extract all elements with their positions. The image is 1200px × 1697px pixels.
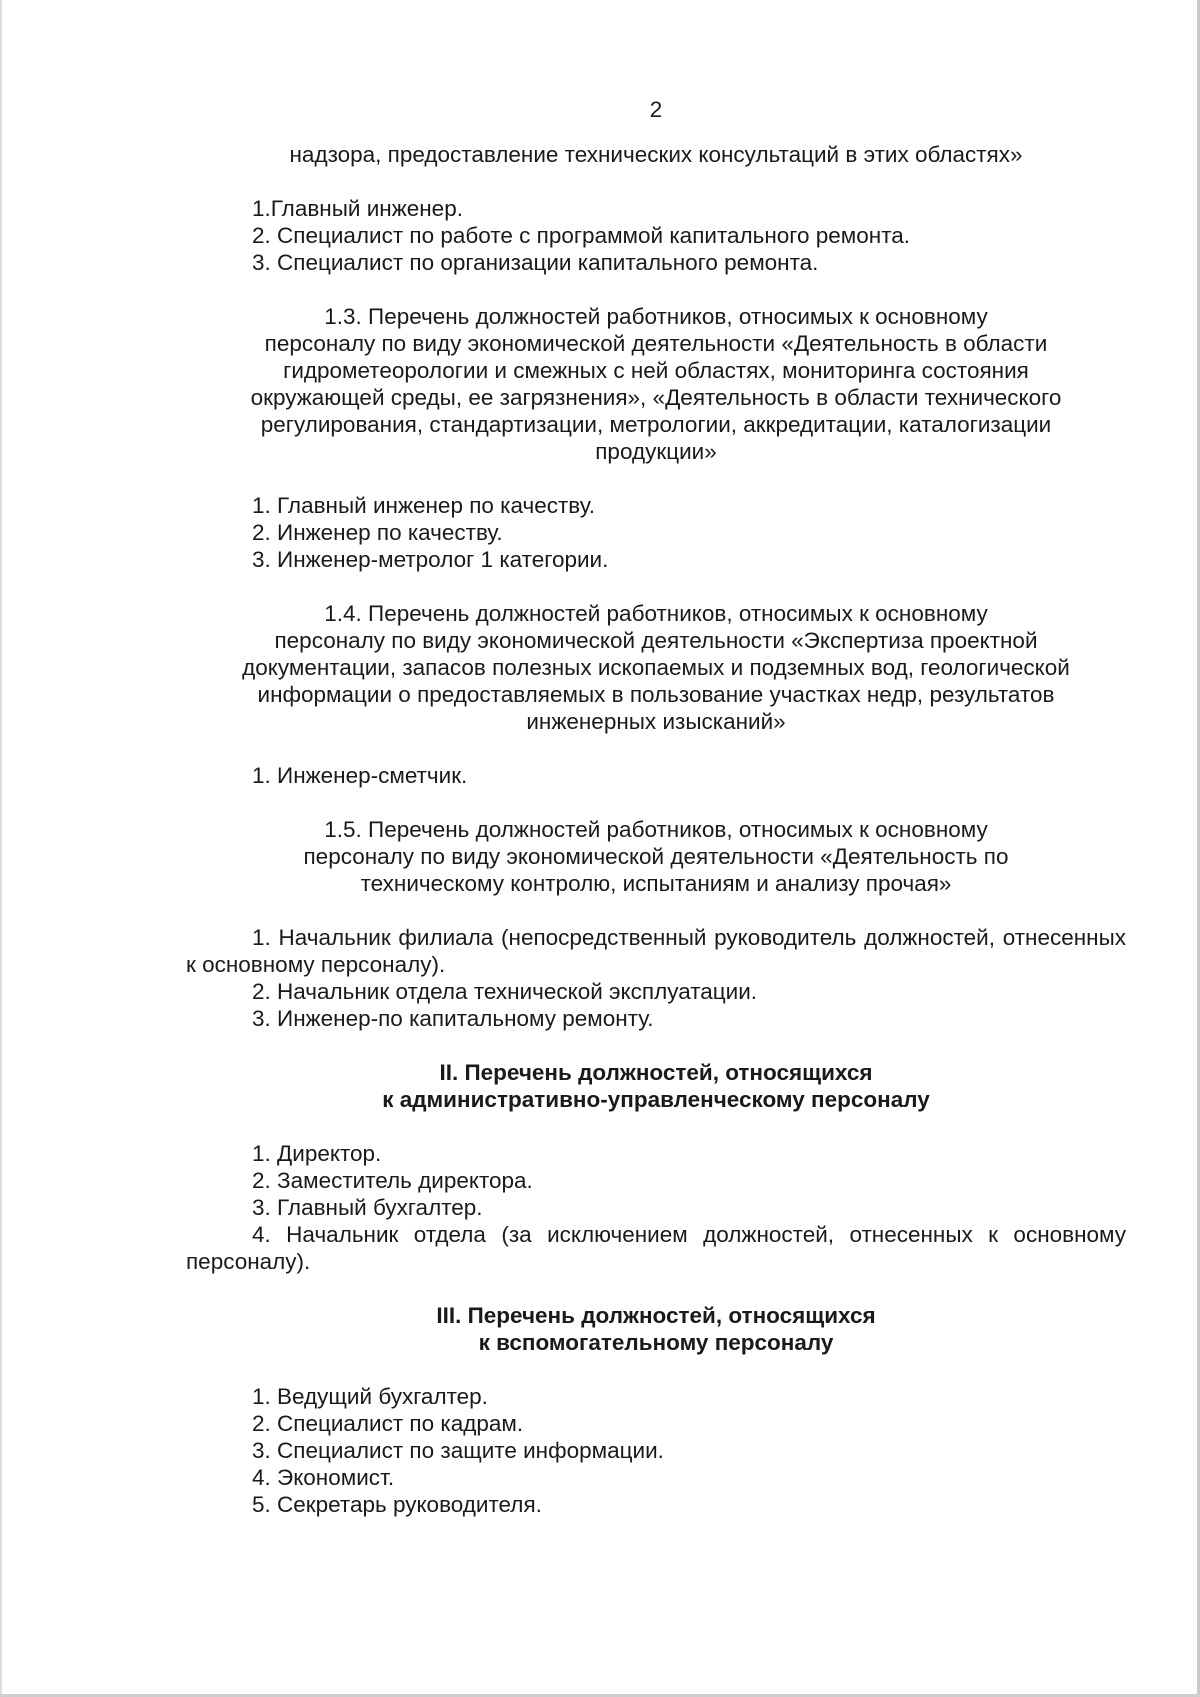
section-3-list bbox=[186, 1383, 1126, 1518]
section-1-4-list bbox=[186, 762, 1126, 789]
list-item: 1. Главный инженер по качеству. bbox=[252, 493, 596, 518]
list-item: 4. Начальник отдела (за исключением должностей, отнесенных к основному персоналу). bbox=[186, 1222, 1126, 1274]
section-title-line: информации о предоставляемых в пользование участках недр, результатов bbox=[257, 682, 1055, 707]
list-item: 3. Инженер-метролог 1 категории. bbox=[252, 547, 609, 572]
list-item: 1. Инженер-сметчик. bbox=[252, 763, 468, 788]
section-1-3-list bbox=[186, 492, 1126, 573]
section-1-4-title bbox=[186, 600, 1126, 735]
section-heading-line: к вспомогательному персоналу bbox=[478, 1330, 834, 1355]
list-item: 3. Специалист по защите информации. bbox=[252, 1438, 664, 1463]
section-heading-line: III. Перечень должностей, относящихся bbox=[436, 1303, 876, 1328]
list-item: 2. Специалист по кадрам. bbox=[252, 1411, 524, 1436]
section-title-line: инженерных изысканий» bbox=[526, 709, 786, 734]
section-2-heading bbox=[186, 1059, 1126, 1113]
section-title-line: окружающей среды, ее загрязнения», «Деятельность в области технического bbox=[250, 385, 1062, 410]
section-1-5-list bbox=[186, 924, 1126, 1032]
section-1-3-title bbox=[186, 303, 1126, 465]
section-title-line: гидрометеорологии и смежных с ней областях, мониторинга состояния bbox=[283, 358, 1029, 383]
list-item: 3. Главный бухгалтер. bbox=[252, 1195, 483, 1220]
list-item: 2. Начальник отдела технической эксплуатации. bbox=[252, 979, 758, 1004]
section-title-line: техническому контролю, испытаниям и анализу прочая» bbox=[360, 871, 952, 896]
section-title-line: регулирования, стандартизации, метрологии, аккредитации, каталогизации bbox=[260, 412, 1052, 437]
list-item: 3. Специалист по организации капитального ремонта. bbox=[252, 250, 819, 275]
section-title-line: продукции» bbox=[595, 439, 717, 464]
section-title-line: 1.5. Перечень должностей работников, относимых к основному bbox=[324, 817, 988, 842]
scan-edge-left bbox=[0, 0, 2, 1697]
section-title-line: 1.3. Перечень должностей работников, относимых к основному bbox=[324, 304, 988, 329]
list-item: 1. Директор. bbox=[252, 1141, 382, 1166]
section-title-line: документации, запасов полезных ископаемых и подземных вод, геологической bbox=[242, 655, 1070, 680]
list-a bbox=[186, 195, 1126, 276]
list-item: 3. Инженер-по капитальному ремонту. bbox=[252, 1006, 654, 1031]
list-item: 1.Главный инженер. bbox=[252, 196, 463, 221]
section-1-5-title bbox=[186, 816, 1126, 897]
section-3-heading bbox=[186, 1302, 1126, 1356]
section-heading-line: к административно-управленческому персоналу bbox=[382, 1087, 930, 1112]
list-item: 1. Ведущий бухгалтер. bbox=[252, 1384, 488, 1409]
section-title-line: 1.4. Перечень должностей работников, относимых к основному bbox=[324, 601, 988, 626]
section-heading-line: II. Перечень должностей, относящихся bbox=[439, 1060, 873, 1085]
list-item: 2. Инженер по качеству. bbox=[252, 520, 503, 545]
intro-line: надзора, предоставление технических консультаций в этих областях» bbox=[289, 142, 1023, 167]
section-title-line: персоналу по виду экономической деятельности «Деятельность в области bbox=[264, 331, 1048, 356]
list-item: 2. Специалист по работе с программой капитального ремонта. bbox=[252, 223, 911, 248]
list-item: 4. Экономист. bbox=[252, 1465, 395, 1490]
section-title-line: персоналу по виду экономической деятельности «Экспертиза проектной bbox=[274, 628, 1038, 653]
section-title-line: персоналу по виду экономической деятельности «Деятельность по bbox=[303, 844, 1009, 869]
list-item: 2. Заместитель директора. bbox=[252, 1168, 533, 1193]
list-item: 1. Начальник филиала (непосредственный руководитель должностей, отнесенных к основному персоналу). bbox=[186, 925, 1126, 977]
page-content bbox=[186, 141, 1126, 1518]
section-2-list bbox=[186, 1140, 1126, 1275]
list-item: 5. Секретарь руководителя. bbox=[252, 1492, 542, 1517]
page-number: 2 bbox=[649, 97, 663, 122]
